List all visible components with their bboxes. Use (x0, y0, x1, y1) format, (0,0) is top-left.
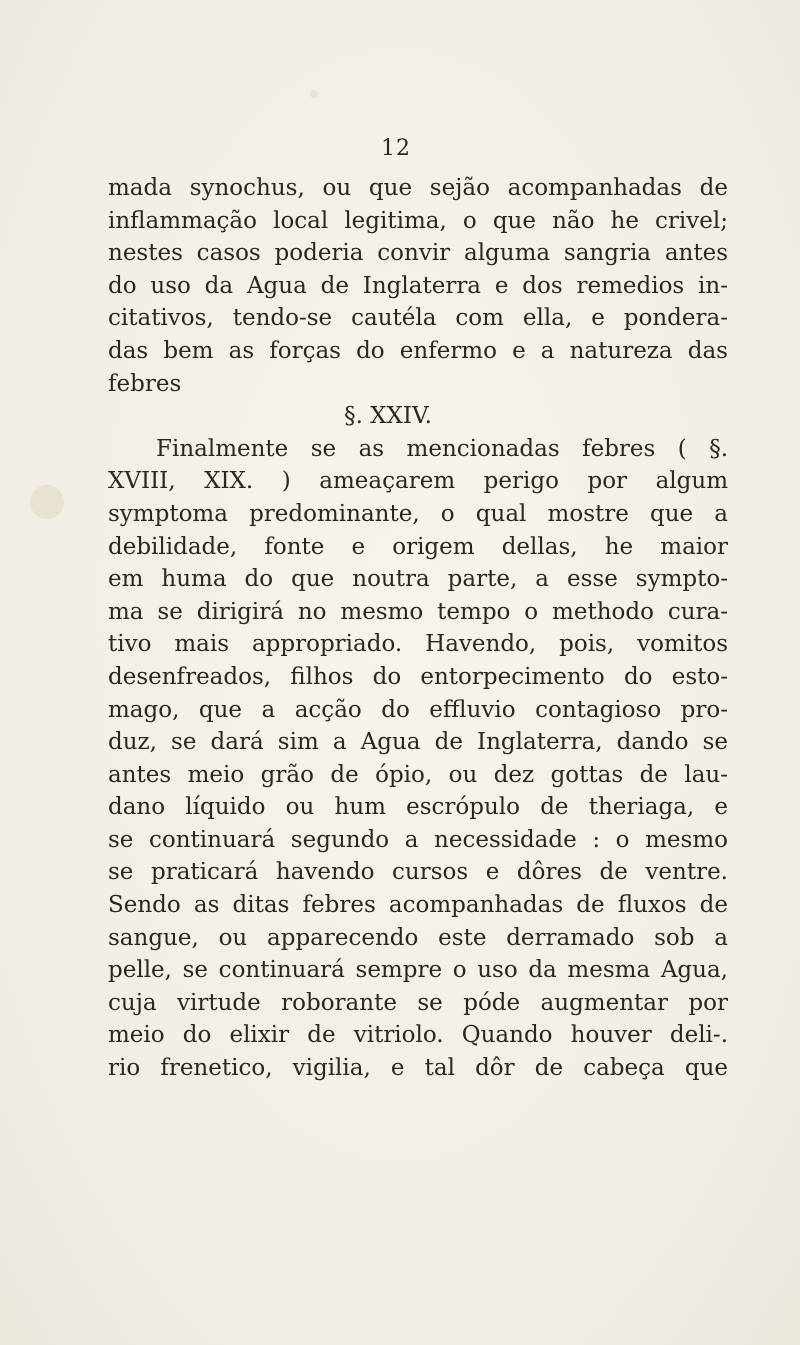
text-line: XVIII, XIX. ) ameaçarem perigo por algum (108, 468, 728, 495)
text-line: do uso da Agua de Inglaterra e dos remedios in- (108, 272, 728, 299)
text-line: antes meio grão de ópio, ou dez gottas de lau- (108, 761, 728, 788)
text-line: tivo mais appropriado. Havendo, pois, vomitos (108, 631, 728, 658)
text-line: se continuará segundo a necessidade : o mesmo (108, 826, 728, 853)
text-line: mada synochus, ou que sejão acompanhadas de (108, 175, 728, 201)
text-line: pelle, se continuará sempre o uso da mesma Agua, (108, 957, 728, 984)
text-line: meio do elixir de vitriolo. Quando houver deli-. (108, 1022, 728, 1049)
text-line: nestes casos poderia convir alguma sangria antes (108, 240, 728, 267)
text-line: das bem as forças do enfermo e a natureza das (108, 337, 728, 364)
text-line: sangue, ou apparecendo este derramado sob a (108, 924, 728, 951)
text-line: desenfreados, filhos do entorpecimento do esto- (108, 663, 728, 690)
body-text (108, 172, 728, 1085)
text-line: se praticará havendo cursos e dôres de ventre. (108, 859, 728, 886)
text-line: duz, se dará sim a Agua de Inglaterra, dando se (108, 729, 728, 756)
text-line: symptoma predominante, o qual mostre que a (108, 500, 728, 527)
text-line: cuja virtude roborante se póde augmentar por (108, 989, 728, 1016)
text-line: Finalmente se as mencionadas febres ( §. (156, 435, 728, 462)
paper-stain (310, 90, 318, 98)
section-heading: §. XXIV. (344, 403, 432, 430)
text-line: Sendo as ditas febres acompanhadas de fluxos de (108, 892, 728, 919)
paper-stain (30, 485, 64, 519)
text-line: em huma do que noutra parte, a esse sympto- (108, 566, 728, 593)
page-number: 12 (381, 136, 411, 161)
text-line: citativos, tendo-se cautéla com ella, e pondera- (108, 305, 728, 332)
text-line: ma se dirigirá no mesmo tempo o methodo cura- (108, 598, 728, 625)
text-line: dano líquido ou hum escrópulo de theriaga, e (108, 794, 728, 821)
text-line: rio frenetico, vigilia, e tal dôr de cabeça que (108, 1055, 728, 1082)
text-line: febres (108, 370, 182, 397)
text-line: mago, que a acção do effluvio contagioso pro- (108, 696, 728, 723)
text-line: debilidade, fonte e origem dellas, he maior (108, 533, 728, 560)
text-line: inflammação local legitima, o que não he crivel; (108, 207, 728, 234)
